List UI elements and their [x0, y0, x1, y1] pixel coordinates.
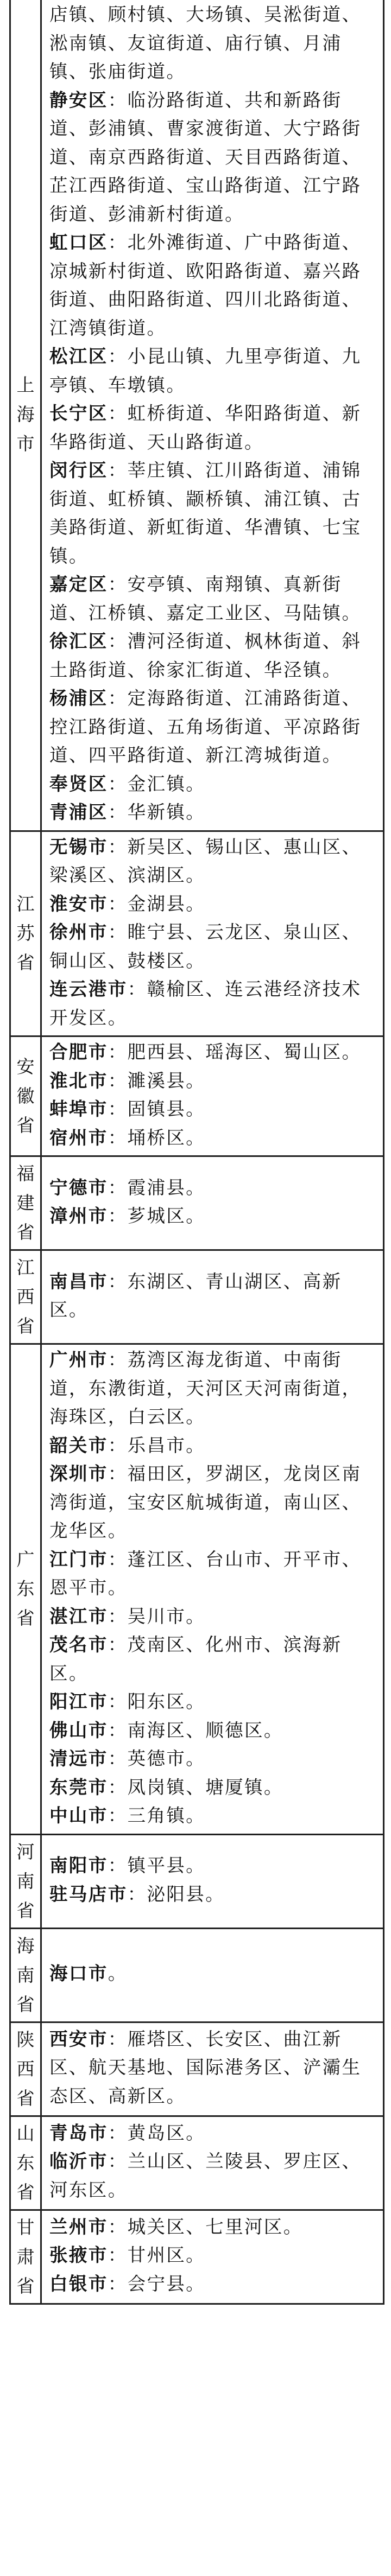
- province-cell: [10, 1156, 41, 1250]
- city-name: 南阳市: [49, 1855, 108, 1876]
- district-list: ：三角镇。: [108, 1805, 206, 1826]
- city-name: 清远市: [49, 1748, 108, 1769]
- province-cell: [10, 1036, 41, 1156]
- province-name-char: 东: [16, 2152, 35, 2173]
- city-name: 阳江市: [49, 1691, 108, 1712]
- province-name-char: 江: [16, 893, 35, 915]
- district-list: ：小昆山镇、九里亭街道、九亭镇、车墩镇。: [49, 346, 362, 396]
- city-entry: [49, 1688, 380, 1716]
- district-list: ：霞浦县。: [108, 1176, 206, 1198]
- city-entry: [49, 2270, 380, 2299]
- city-name: 茂名市: [49, 1634, 108, 1655]
- province-name-char: 西: [16, 2058, 35, 2079]
- province-name-char: 省: [16, 1222, 35, 1243]
- province-row: [10, 1250, 384, 1344]
- city-entry: [49, 1174, 380, 1203]
- city-entry: [49, 1067, 380, 1096]
- province-name-char: 省: [16, 1899, 35, 1921]
- province-name-char: 陕: [16, 2028, 35, 2050]
- city-name: 海口市: [49, 1963, 108, 1985]
- province-name-char: 建: [16, 1192, 35, 1213]
- province-name-char: 东: [16, 1578, 35, 1600]
- city-name: 奉贤区: [49, 773, 108, 794]
- city-entry: [49, 1038, 380, 1067]
- district-list: ：福田区，罗湖区，龙岗区南湾街道，宝安区航城街道，南山区、龙华区。: [49, 1463, 362, 1541]
- city-list-cell: [41, 1928, 384, 2022]
- city-entry: [49, 1745, 380, 1773]
- province-name-char: 省: [16, 1115, 35, 1136]
- city-name: 虹口区: [49, 232, 108, 253]
- district-list: ：茂南区、化州市、滨海新区。: [49, 1634, 342, 1684]
- province-row: [10, 831, 384, 1036]
- province-name-char: 省: [16, 2181, 35, 2203]
- province-name-char: 安: [16, 1056, 35, 1077]
- province-name-char: 广: [16, 1549, 35, 1570]
- district-list: ：金汇镇。: [108, 773, 206, 794]
- city-name: 白银市: [49, 2273, 108, 2294]
- city-name: 闵行区: [49, 460, 108, 481]
- city-name: 宁德市: [49, 1176, 108, 1198]
- city-list-cell: [41, 831, 384, 1036]
- province-cell: [10, 1344, 41, 1835]
- city-name: 兰州市: [49, 2216, 108, 2237]
- city-entry: [49, 627, 380, 684]
- province-cell: [10, 0, 41, 831]
- district-list: ：乐昌市。: [108, 1434, 206, 1456]
- province-cell: [10, 2210, 41, 2304]
- district-list: ：濉溪县。: [108, 1070, 206, 1091]
- city-name: 佛山市: [49, 1719, 108, 1741]
- district-list: ：安亭镇、南翔镇、真新街道、江桥镇、嘉定工业区、马陆镇。: [49, 574, 362, 624]
- city-entry: [49, 2147, 380, 2204]
- district-list: ：蓬江区、台山市、开平市、恩平市。: [49, 1548, 362, 1598]
- city-name: 青岛市: [49, 2122, 108, 2144]
- city-entry: [49, 1802, 380, 1830]
- city-entry: [49, 1631, 380, 1688]
- city-entry: [49, 1880, 380, 1909]
- district-list: ：漕河泾街道、枫林街道、斜土路街道、徐家汇街道、华泾镇。: [49, 631, 362, 680]
- city-name: 长宁区: [49, 403, 108, 424]
- district-list: ：城关区、七里河区。: [108, 2216, 303, 2237]
- district-list: ：甘州区。: [108, 2244, 206, 2266]
- city-entry: [49, 798, 380, 827]
- city-name: 湛江市: [49, 1605, 108, 1627]
- province-cell: [10, 1928, 41, 2022]
- province-name-char: 南: [16, 1870, 35, 1892]
- city-name: 广州市: [49, 1349, 108, 1370]
- city-entry: [49, 1346, 380, 1432]
- city-list-cell: [41, 2116, 384, 2210]
- district-list: ：埇桥区。: [108, 1127, 206, 1148]
- city-name: 南昌市: [49, 1270, 108, 1292]
- city-name: 淮北市: [49, 1070, 108, 1091]
- district-list: ：固镇县。: [108, 1098, 206, 1120]
- city-entry: [49, 1, 380, 86]
- city-name: 漳州市: [49, 1205, 108, 1226]
- city-entry: [49, 342, 380, 399]
- city-entry: [49, 456, 380, 570]
- province-name-char: 省: [16, 1607, 35, 1629]
- province-name-char: 江: [16, 1257, 35, 1278]
- city-name: 徐汇区: [49, 631, 108, 652]
- province-name-char: 河: [16, 1841, 35, 1862]
- city-name: 韶关市: [49, 1434, 108, 1456]
- city-entry: [49, 2119, 380, 2148]
- city-entry: [49, 833, 380, 890]
- district-list: ：虹桥街道、华阳路街道、新华路街道、天山路街道。: [49, 403, 362, 453]
- district-list: ：泌阳县。: [127, 1883, 225, 1905]
- city-entry: [49, 1716, 380, 1745]
- city-name: 深圳市: [49, 1463, 108, 1484]
- city-entry: [49, 228, 380, 342]
- province-name-char: 省: [16, 2087, 35, 2109]
- province-name-char: 福: [16, 1163, 35, 1184]
- city-name: 蚌埠市: [49, 1098, 108, 1120]
- city-entry: [49, 86, 380, 229]
- district-list: ：临汾路街道、共和新路街道、彭浦镇、曹家渡街道、大宁路街道、南京西路街道、天目西路街道、芷江西路街道、宝山路街道、江宁路街道、彭浦新村街道。: [49, 89, 362, 225]
- district-list: ：兰山区、兰陵县、罗庄区、河东区。: [49, 2151, 362, 2200]
- city-name: 松江区: [49, 346, 108, 367]
- district-list: ：东湖区、青山湖区、高新区。: [49, 1270, 342, 1320]
- city-entry: [49, 918, 380, 975]
- district-list: ：镇平县。: [108, 1855, 206, 1876]
- city-name: 淮安市: [49, 893, 108, 914]
- city-entry: [49, 399, 380, 456]
- district-list: 店镇、顾村镇、大场镇、吴淞街道、淞南镇、友谊街道、庙行镇、月浦镇、张庙街道。: [49, 4, 362, 82]
- city-name: 徐州市: [49, 921, 108, 943]
- city-entry: [49, 1545, 380, 1602]
- province-row: [10, 1928, 384, 2022]
- province-cell: [10, 831, 41, 1036]
- district-list: ：华新镇。: [108, 802, 206, 823]
- city-name: 青浦区: [49, 802, 108, 823]
- city-entry: [49, 1960, 380, 1988]
- province-name-char: 山: [16, 2122, 35, 2144]
- district-list: ：新吴区、锡山区、惠山区、梁溪区、滨湖区。: [49, 836, 362, 886]
- city-name: 连云港市: [49, 978, 128, 1000]
- province-name-char: 肃: [16, 2246, 35, 2267]
- province-row: [10, 1344, 384, 1835]
- city-list-cell: [41, 1250, 384, 1344]
- district-list: ：芗城区。: [108, 1205, 206, 1226]
- city-name: 驻马店市: [49, 1883, 128, 1905]
- province-cell: [10, 1834, 41, 1928]
- province-row: [10, 0, 384, 831]
- district-list: ：凤岗镇、塘厦镇。: [108, 1776, 283, 1798]
- city-list-cell: [41, 2210, 384, 2304]
- city-entry: [49, 975, 380, 1032]
- district-list: ：会宁县。: [108, 2273, 206, 2294]
- province-name-char: 西: [16, 1286, 35, 1307]
- city-list-cell: [41, 1834, 384, 1928]
- province-row: [10, 2116, 384, 2210]
- district-list: ：荔湾区海龙街道、中南街道，东漖街道，天河区天河南街道，海珠区，白云区。: [49, 1349, 362, 1427]
- province-name-char: 省: [16, 1315, 35, 1337]
- province-row: [10, 1834, 384, 1928]
- city-name: 西安市: [49, 2028, 108, 2050]
- city-entry: [49, 2025, 380, 2111]
- city-entry: [49, 1124, 380, 1153]
- city-name: 无锡市: [49, 836, 108, 857]
- city-entry: [49, 890, 380, 919]
- province-name-char: 南: [16, 1964, 35, 1986]
- district-list: ：赣榆区、连云港经济技术开发区。: [49, 978, 362, 1028]
- city-entry: [49, 2213, 380, 2242]
- province-cell: [10, 2116, 41, 2210]
- province-name-char: 上: [16, 374, 35, 396]
- province-row: [10, 2022, 384, 2116]
- district-list: ：英德市。: [108, 1748, 206, 1769]
- province-row: [10, 1036, 384, 1156]
- city-entry: [49, 1852, 380, 1880]
- city-name: 静安区: [49, 89, 108, 111]
- province-name-char: 省: [16, 952, 35, 974]
- region-table-body: [10, 0, 384, 2304]
- city-name: 合肥市: [49, 1041, 108, 1063]
- city-entry: [49, 2241, 380, 2270]
- district-list: ：肥西县、瑶海区、蜀山区。: [108, 1041, 362, 1063]
- city-entry: [49, 684, 380, 770]
- province-cell: [10, 2022, 41, 2116]
- city-entry: [49, 1095, 380, 1124]
- district-list: ：雁塔区、长安区、曲江新区、航天基地、国际港务区、浐灞生态区、高新区。: [49, 2028, 362, 2107]
- region-table: [9, 0, 384, 2305]
- district-list: ：北外滩街道、广中路街道、凉城新村街道、欧阳路街道、嘉兴路街道、曲阳路街道、四川北路街道、江湾镇街道。: [49, 232, 362, 339]
- province-name-char: 海: [16, 1935, 35, 1956]
- city-entry: [49, 770, 380, 799]
- district-list: ：睢宁县、云龙区、泉山区、铜山区、鼓楼区。: [49, 921, 362, 971]
- district-list: ：阳东区。: [108, 1691, 206, 1712]
- city-name: 临沂市: [49, 2151, 108, 2172]
- city-name: 东莞市: [49, 1776, 108, 1798]
- province-name-char: 甘: [16, 2216, 35, 2238]
- city-name: 嘉定区: [49, 574, 108, 595]
- district-list: ：南海区、顺德区。: [108, 1719, 283, 1741]
- district-list: 。: [108, 1963, 128, 1985]
- city-entry: [49, 1268, 380, 1325]
- city-list-cell: [41, 0, 384, 831]
- district-list: ：黄岛区。: [108, 2122, 206, 2144]
- province-cell: [10, 1250, 41, 1344]
- city-name: 江门市: [49, 1548, 108, 1570]
- district-list: ：莘庄镇、江川路街道、浦锦街道、虹桥镇、颛桥镇、浦江镇、古美路街道、新虹街道、华漕镇、七宝镇。: [49, 460, 362, 567]
- province-row: [10, 2210, 384, 2304]
- city-list-cell: [41, 1344, 384, 1835]
- city-name: 张掖市: [49, 2244, 108, 2266]
- district-list: ：吴川市。: [108, 1605, 206, 1627]
- city-name: 宿州市: [49, 1127, 108, 1148]
- city-entry: [49, 1202, 380, 1231]
- city-name: 中山市: [49, 1805, 108, 1826]
- city-entry: [49, 1460, 380, 1545]
- city-name: 杨浦区: [49, 688, 108, 709]
- province-name-char: 省: [16, 1993, 35, 2015]
- city-entry: [49, 1432, 380, 1460]
- province-row: [10, 1156, 384, 1250]
- province-name-char: 海: [16, 404, 35, 425]
- province-name-char: 省: [16, 2275, 35, 2297]
- city-list-cell: [41, 1036, 384, 1156]
- city-list-cell: [41, 2022, 384, 2116]
- city-entry: [49, 1602, 380, 1631]
- province-name-char: 苏: [16, 923, 35, 944]
- district-list: ：定海路街道、江浦路街道、控江路街道、五角场街道、平凉路街道、四平路街道、新江湾城街道。: [49, 688, 362, 766]
- province-name-char: 徽: [16, 1085, 35, 1106]
- province-name-char: 市: [16, 433, 35, 455]
- city-list-cell: [41, 1156, 384, 1250]
- city-entry: [49, 570, 380, 627]
- district-list: ：金湖县。: [108, 893, 206, 914]
- city-entry: [49, 1773, 380, 1802]
